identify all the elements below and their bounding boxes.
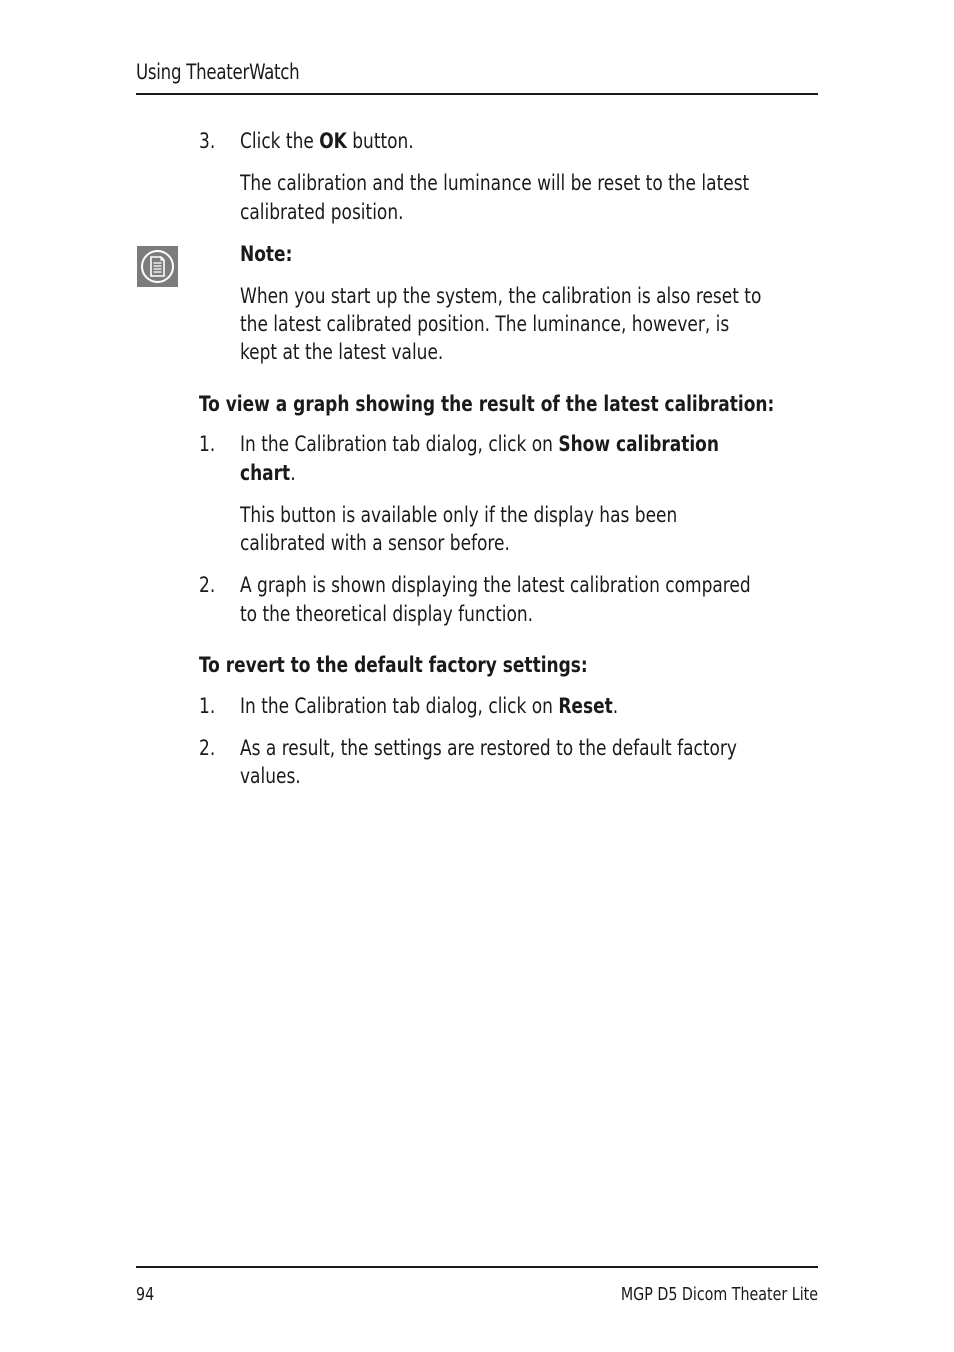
running-header: Using TheaterWatch xyxy=(136,60,300,84)
note-title: Note: xyxy=(240,242,293,266)
product-name: MGP D5 Dicom Theater Lite xyxy=(620,1284,818,1305)
step-text: A graph is shown displaying the latest calibration compared xyxy=(240,573,751,597)
step-text-continued: values. xyxy=(240,764,301,788)
step-text: In the Calibration tab dialog, click on Reset. xyxy=(240,694,619,718)
step-number: 3. xyxy=(199,129,216,153)
show-calibration-chart-label: chart xyxy=(240,461,291,485)
reset-button-label: Reset xyxy=(558,694,613,718)
step-description-line: calibrated position. xyxy=(240,200,404,224)
step-text: In the Calibration tab dialog, click on Show calibration xyxy=(240,432,719,456)
step-text-continued: to the theoretical display function. xyxy=(240,602,534,626)
step-number: 1. xyxy=(199,432,216,456)
page-number: 94 xyxy=(136,1284,155,1305)
show-calibration-chart-label: Show calibration xyxy=(558,432,719,456)
ok-button-label: OK xyxy=(319,129,347,153)
step-description-line: This button is available only if the display has been xyxy=(240,503,678,527)
note-line: the latest calibrated position. The luminance, however, is xyxy=(240,312,730,336)
note-line: kept at the latest value. xyxy=(240,340,444,364)
step-description-line: calibrated with a sensor before. xyxy=(240,531,510,555)
section-heading-graph: To view a graph showing the result of the latest calibration: xyxy=(199,392,775,416)
step-number: 2. xyxy=(199,736,216,760)
step-description-line: The calibration and the luminance will be reset to the latest xyxy=(240,171,750,195)
note-document-icon xyxy=(137,246,178,287)
footer-rule xyxy=(136,1266,818,1268)
step-text-continued: chart. xyxy=(240,461,296,485)
note-line: When you start up the system, the calibration is also reset to xyxy=(240,284,762,308)
header-rule xyxy=(136,93,818,95)
section-heading-revert: To revert to the default factory settings: xyxy=(199,653,588,677)
step-number: 2. xyxy=(199,573,216,597)
step-number: 1. xyxy=(199,694,216,718)
step-text: As a result, the settings are restored to the default factory xyxy=(240,736,737,760)
step-text: Click the OK button. xyxy=(240,129,414,153)
